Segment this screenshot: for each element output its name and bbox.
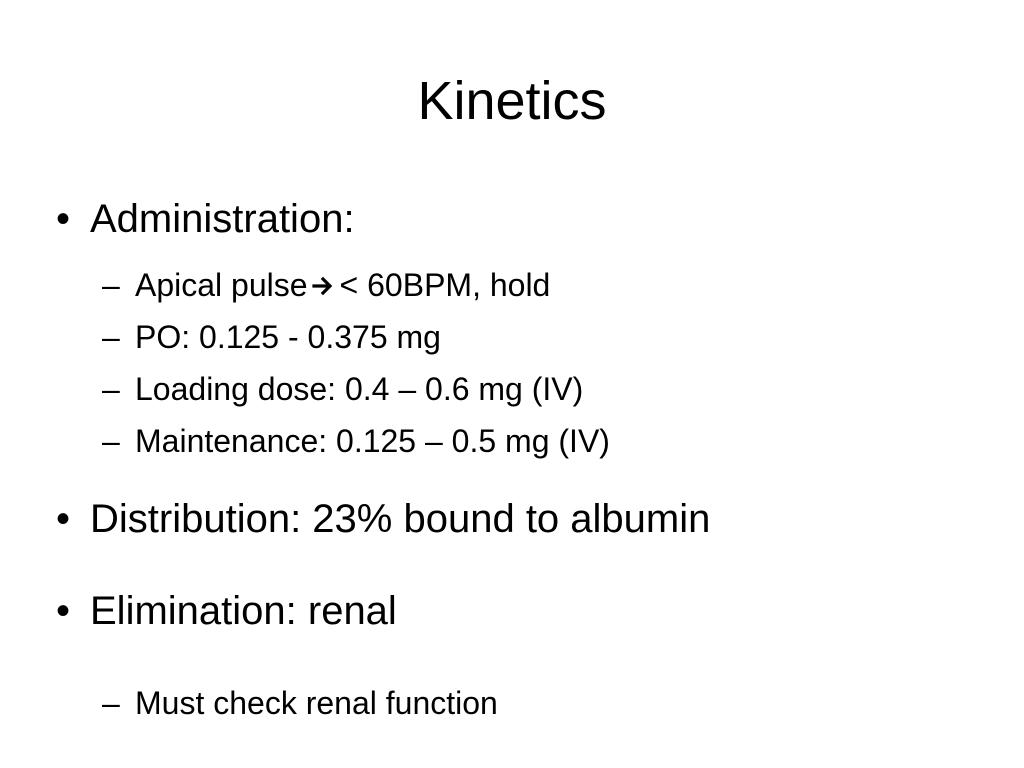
sub-bullet-renal-function	[102, 683, 498, 723]
bullet-elimination	[56, 587, 397, 635]
sub-bullet-text-after-arrow: < 60BPM, hold	[339, 267, 551, 303]
sub-bullet-loading-dose	[102, 369, 583, 409]
sub-bullet-apical-pulse	[102, 265, 550, 306]
bullet-text: Distribution: 23% bound to albumin	[90, 497, 711, 541]
bullet-marker: •	[56, 589, 71, 633]
sub-bullet-text: Apical pulse	[135, 267, 308, 303]
sub-bullet-text: Loading dose: 0.4 – 0.6 mg (IV)	[135, 371, 584, 407]
sub-bullet-marker: –	[102, 267, 120, 303]
sub-bullet-po	[102, 317, 441, 357]
sub-bullet-text: Maintenance: 0.125 – 0.5 mg (IV)	[135, 423, 610, 459]
sub-bullet-marker: –	[102, 319, 120, 355]
bullet-marker: •	[56, 197, 71, 241]
slide-title: Kinetics	[417, 71, 607, 131]
sub-bullet-marker: –	[102, 685, 120, 721]
sub-bullet-marker: –	[102, 371, 120, 407]
sub-bullet-text: Must check renal function	[135, 685, 498, 721]
bullet-administration	[56, 195, 355, 243]
bullet-text: Administration:	[90, 197, 355, 241]
sub-bullet-marker: –	[102, 423, 120, 459]
bullet-distribution	[56, 495, 710, 543]
sub-bullet-text: PO: 0.125 - 0.375 mg	[135, 319, 441, 355]
sub-bullet-maintenance	[102, 421, 610, 461]
right-arrow-icon	[312, 266, 334, 306]
bullet-text: Elimination: renal	[90, 589, 397, 633]
bullet-marker: •	[56, 497, 71, 541]
